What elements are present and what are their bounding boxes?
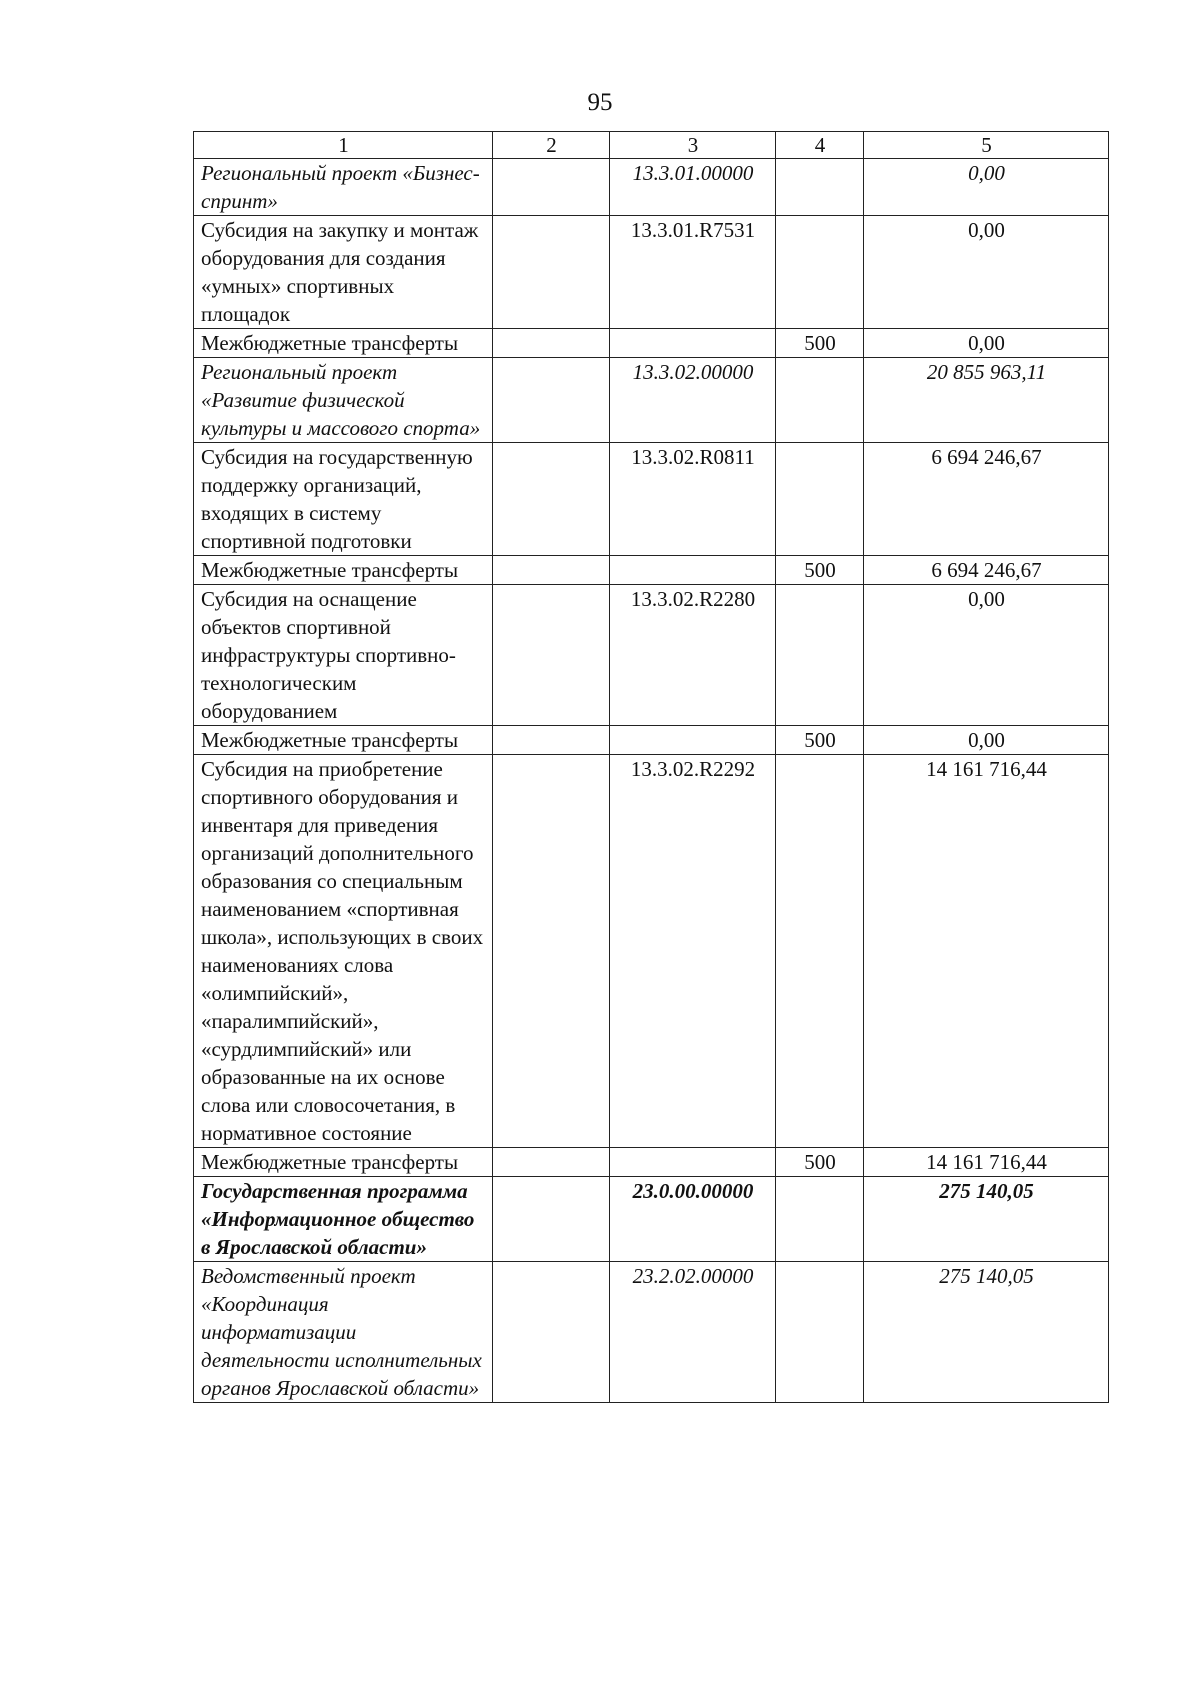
row-col2-cell	[493, 726, 610, 755]
row-name-cell: Ведомственный проект «Координация информатизации деятельности исполнительных органов Ярославской области»	[194, 1262, 493, 1403]
row-name-cell: Субсидия на оснащение объектов спортивной инфраструктуры спортивно-технологическим оборудованием	[194, 585, 493, 726]
row-type-cell: 500	[776, 1148, 864, 1177]
row-code-cell	[610, 726, 776, 755]
row-type-cell	[776, 755, 864, 1148]
row-col2-cell	[493, 358, 610, 443]
table-header-row	[194, 132, 1109, 159]
row-amount-cell: 275 140,05	[864, 1262, 1109, 1403]
header-col-1: 1	[194, 132, 493, 159]
row-code-cell	[610, 1148, 776, 1177]
row-col2-cell	[493, 755, 610, 1148]
budget-table	[193, 131, 1109, 1403]
row-type-cell	[776, 358, 864, 443]
row-code-cell	[610, 329, 776, 358]
row-amount-cell: 14 161 716,44	[864, 755, 1109, 1148]
row-amount-cell: 14 161 716,44	[864, 1148, 1109, 1177]
row-name-cell: Субсидия на закупку и монтаж оборудования для создания «умных» спортивных площадок	[194, 216, 493, 329]
row-amount-cell: 275 140,05	[864, 1177, 1109, 1262]
row-type-cell	[776, 585, 864, 726]
table-row	[194, 329, 1109, 358]
row-code-cell: 23.2.02.00000	[610, 1262, 776, 1403]
row-amount-cell: 6 694 246,67	[864, 443, 1109, 556]
row-col2-cell	[493, 556, 610, 585]
header-col-5: 5	[864, 132, 1109, 159]
row-type-cell: 500	[776, 556, 864, 585]
row-amount-cell: 0,00	[864, 329, 1109, 358]
row-type-cell: 500	[776, 329, 864, 358]
row-col2-cell	[493, 585, 610, 726]
row-amount-cell: 0,00	[864, 159, 1109, 216]
table-row	[194, 1262, 1109, 1403]
table-row	[194, 755, 1109, 1148]
row-col2-cell	[493, 329, 610, 358]
table-row	[194, 1148, 1109, 1177]
row-col2-cell	[493, 159, 610, 216]
row-name-cell: Государственная программа «Информационное общество в Ярославской области»	[194, 1177, 493, 1262]
row-code-cell: 23.0.00.00000	[610, 1177, 776, 1262]
row-name-cell: Региональный проект «Развитие физической культуры и массового спорта»	[194, 358, 493, 443]
row-name-cell: Межбюджетные трансферты	[194, 329, 493, 358]
table-row	[194, 556, 1109, 585]
table-row	[194, 726, 1109, 755]
row-amount-cell: 0,00	[864, 216, 1109, 329]
row-code-cell: 13.3.01.00000	[610, 159, 776, 216]
row-type-cell	[776, 443, 864, 556]
table-row	[194, 1177, 1109, 1262]
row-name-cell: Межбюджетные трансферты	[194, 726, 493, 755]
header-col-2: 2	[493, 132, 610, 159]
row-type-cell: 500	[776, 726, 864, 755]
row-name-cell: Межбюджетные трансферты	[194, 1148, 493, 1177]
row-name-cell: Субсидия на приобретение спортивного оборудования и инвентаря для приведения организаций дополнительного образования со специальным наименованием «спортивная школа», использующих в своих наименованиях слова «олимпийский», «паралимпийский», «сурдлимпийский» или образованные на их основе слова или словосочетания, в нормативное состояние	[194, 755, 493, 1148]
table-row	[194, 358, 1109, 443]
row-code-cell: 13.3.02.R2280	[610, 585, 776, 726]
header-col-4: 4	[776, 132, 864, 159]
row-amount-cell: 0,00	[864, 726, 1109, 755]
page-number: 95	[587, 89, 613, 116]
row-type-cell	[776, 216, 864, 329]
table-row	[194, 443, 1109, 556]
row-col2-cell	[493, 1177, 610, 1262]
row-type-cell	[776, 1262, 864, 1403]
row-amount-cell: 6 694 246,67	[864, 556, 1109, 585]
row-amount-cell: 0,00	[864, 585, 1109, 726]
header-col-3: 3	[610, 132, 776, 159]
budget-table-body	[194, 132, 1109, 1403]
row-type-cell	[776, 1177, 864, 1262]
row-name-cell: Межбюджетные трансферты	[194, 556, 493, 585]
row-col2-cell	[493, 443, 610, 556]
row-code-cell: 13.3.02.R2292	[610, 755, 776, 1148]
row-amount-cell: 20 855 963,11	[864, 358, 1109, 443]
row-col2-cell	[493, 1262, 610, 1403]
row-code-cell: 13.3.01.R7531	[610, 216, 776, 329]
row-code-cell	[610, 556, 776, 585]
row-code-cell: 13.3.02.00000	[610, 358, 776, 443]
row-name-cell: Региональный проект «Бизнес-спринт»	[194, 159, 493, 216]
row-col2-cell	[493, 1148, 610, 1177]
table-row	[194, 585, 1109, 726]
row-code-cell: 13.3.02.R0811	[610, 443, 776, 556]
table-row	[194, 159, 1109, 216]
row-type-cell	[776, 159, 864, 216]
table-row	[194, 216, 1109, 329]
row-name-cell: Субсидия на государственную поддержку организаций, входящих в систему спортивной подготовки	[194, 443, 493, 556]
row-col2-cell	[493, 216, 610, 329]
